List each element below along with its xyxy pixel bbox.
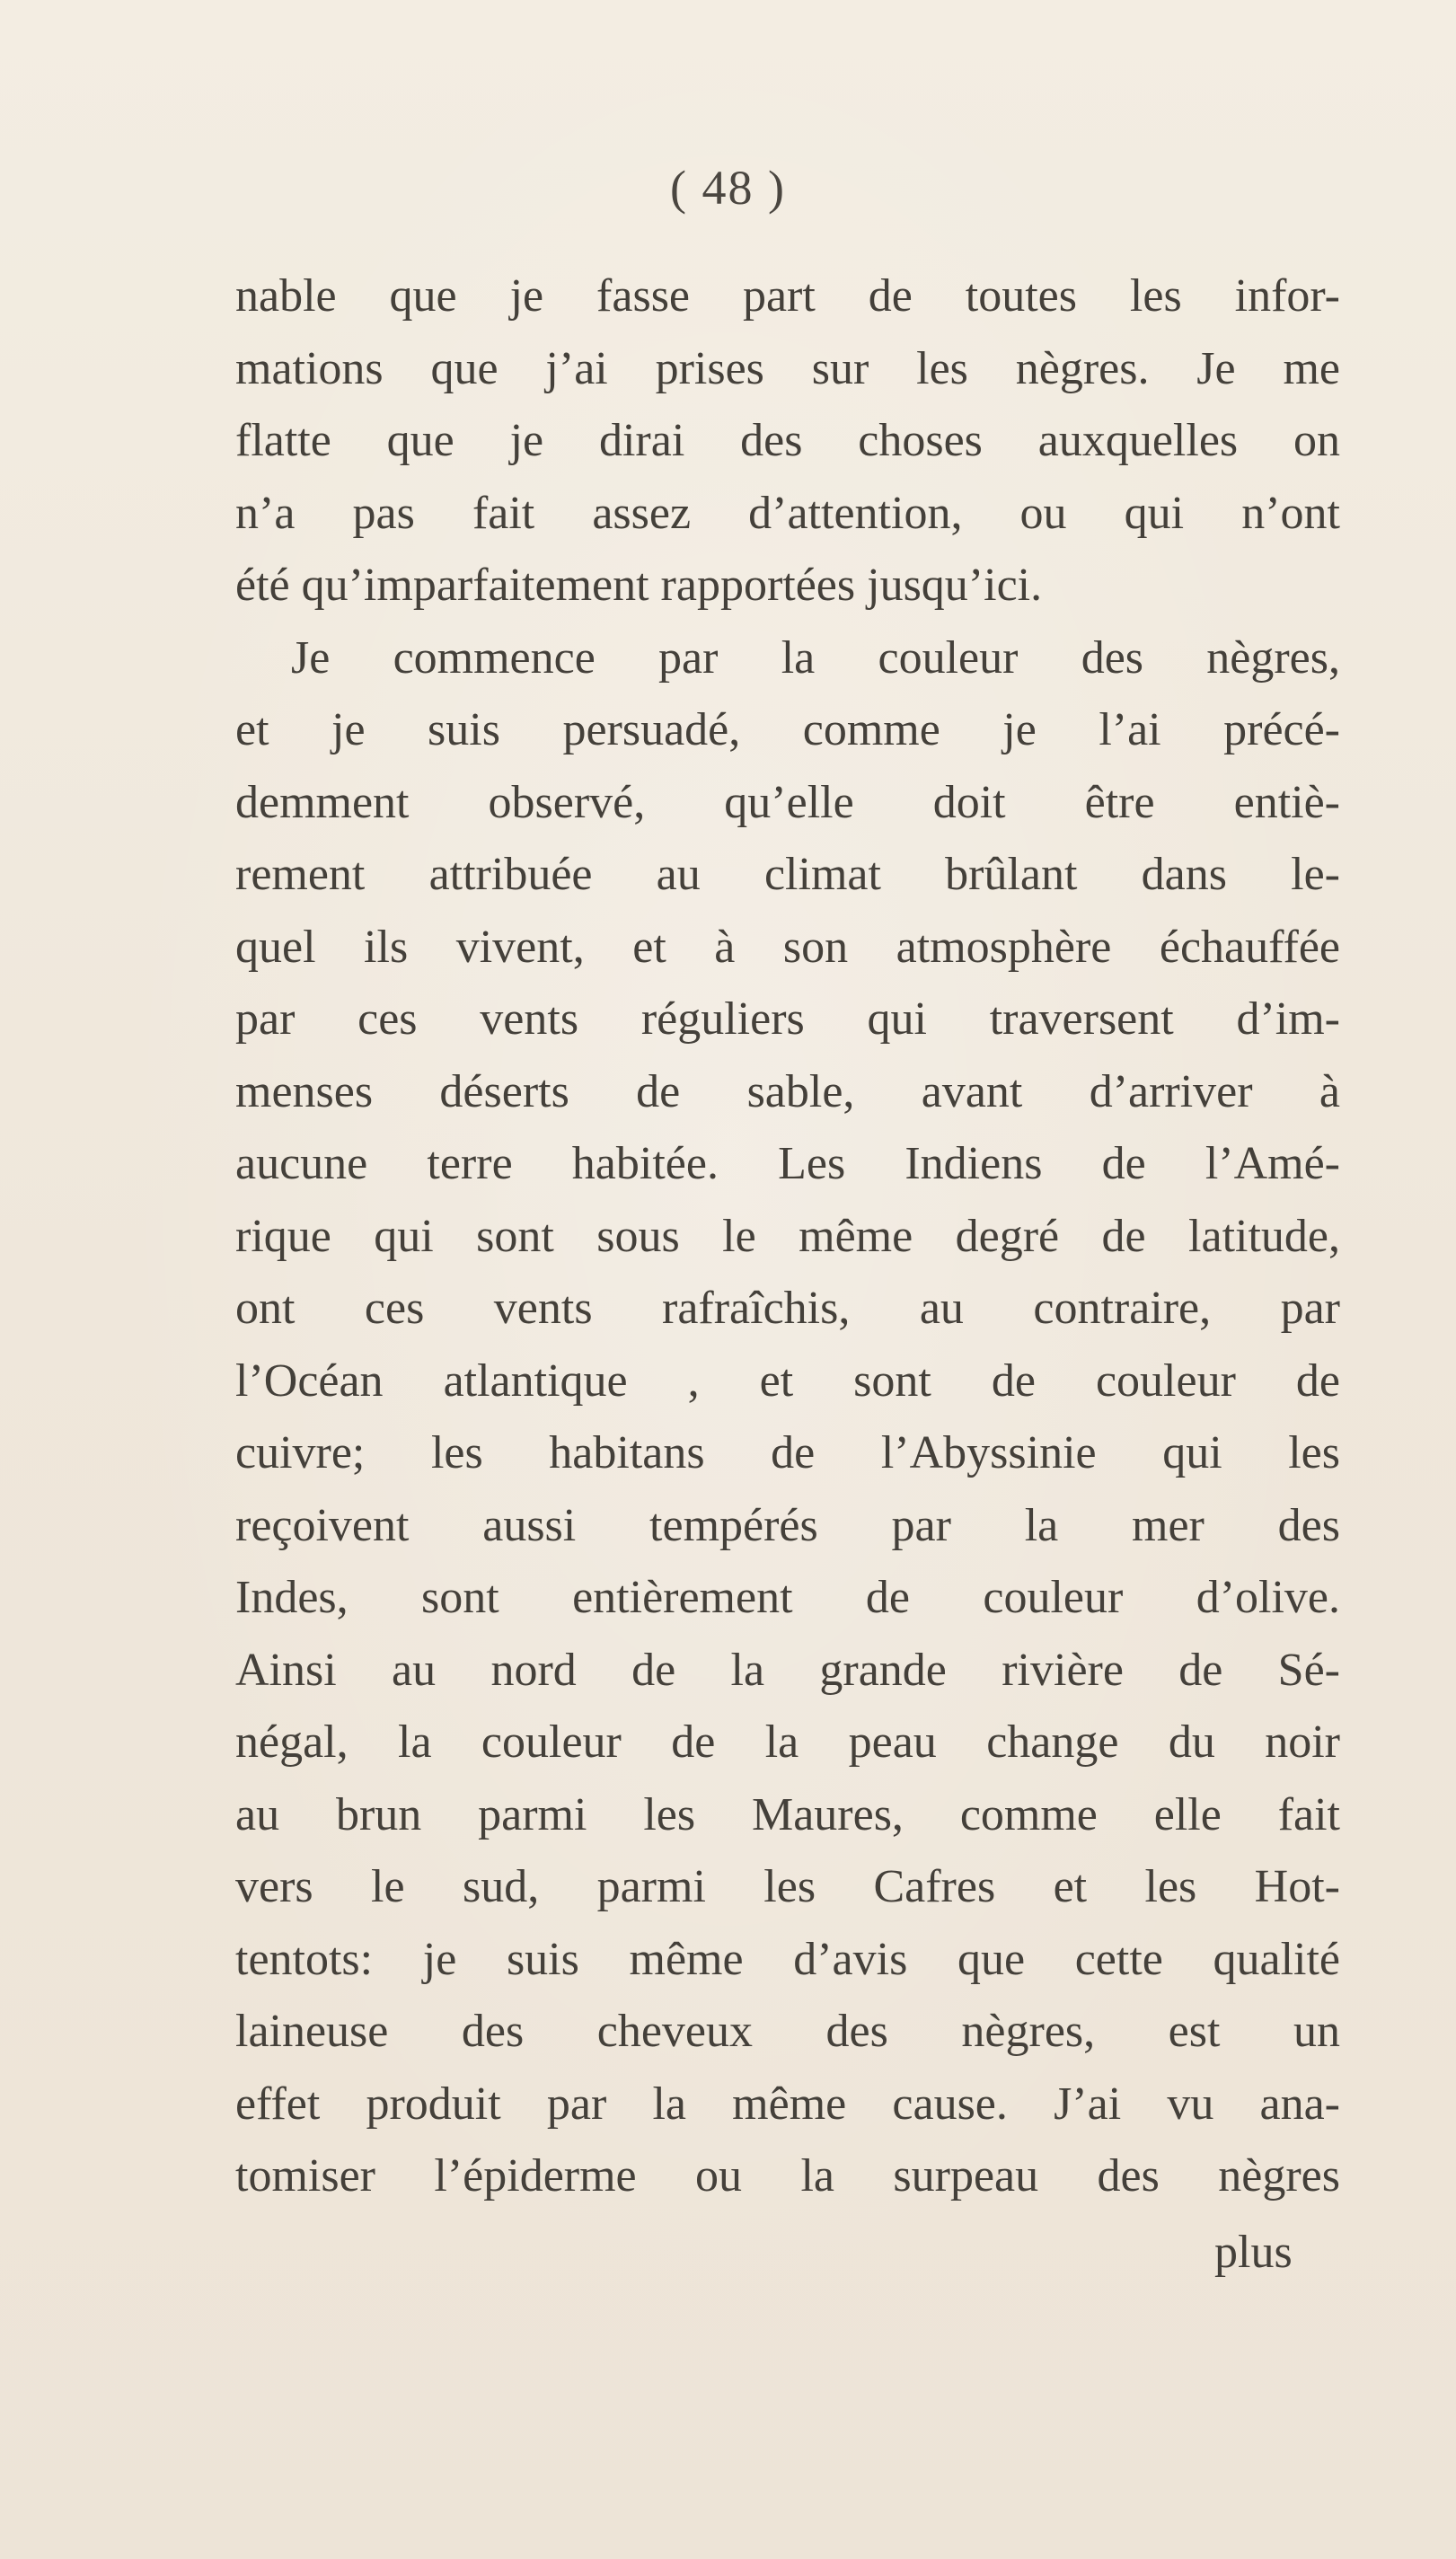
text-line: demment observé, qu’elle doit être entiè- — [235, 776, 1340, 828]
text-line: Ainsi au nord de la grande rivière de Sé- — [235, 1644, 1340, 1696]
text-line: cuivre; les habitans de l’Abyssinie qui les — [235, 1427, 1340, 1478]
text-line: rique qui sont sous le même degré de latitude, — [235, 1210, 1340, 1262]
text-line: négal, la couleur de la peau change du noir — [235, 1716, 1340, 1768]
text-line: n’a pas fait assez d’attention, ou qui n’ont — [235, 487, 1340, 539]
text-line: au brun parmi les Maures, comme elle fait — [235, 1788, 1340, 1840]
page-number: ( 48 ) — [670, 161, 786, 215]
text-line: laineuse des cheveux des nègres, est un — [235, 2006, 1340, 2057]
text-line: quel ils vivent, et à son atmosphère échauffée — [235, 921, 1340, 973]
text-line: nable que je fasse part de toutes les infor- — [235, 270, 1340, 322]
text-line: mations que j’ai prises sur les nègres. Je me — [235, 342, 1340, 394]
text-line: effet produit par la même cause. J’ai vu ana- — [235, 2078, 1340, 2130]
text-line: Je commence par la couleur des nègres, — [291, 631, 1340, 684]
text-line: reçoivent aussi tempérés par la mer des — [235, 1499, 1340, 1551]
text-line: tentots: je suis même d’avis que cette qualité — [235, 1933, 1340, 1985]
text-line: Indes, sont entièrement de couleur d’olive. — [235, 1572, 1340, 1623]
text-line: été qu’imparfaitement rapportées jusqu’ici. — [235, 560, 1043, 611]
text-line: par ces vents réguliers qui traversent d’im- — [235, 993, 1340, 1045]
text-line: menses déserts de sable, avant d’arriver à — [235, 1065, 1340, 1117]
text-line: tomiser l’épiderme ou la surpeau des nègres — [235, 2150, 1340, 2202]
text-line: aucune terre habitée. Les Indiens de l’Amé- — [235, 1138, 1340, 1189]
text-line: vers le sud, parmi les Cafres et les Hot- — [235, 1861, 1340, 1912]
text-line: l’Océan atlantique , et sont de couleur de — [235, 1355, 1340, 1407]
text-line: ont ces vents rafraîchis, au contraire, par — [235, 1283, 1340, 1334]
body-text — [235, 260, 1340, 2213]
text-line: et je suis persuadé, comme je l’ai précé- — [235, 704, 1340, 755]
catchword: plus — [1214, 2227, 1293, 2278]
text-line: flatte que je dirai des choses auxquelles on — [235, 415, 1340, 466]
text-line: rement attribuée au climat brûlant dans le- — [235, 849, 1340, 900]
